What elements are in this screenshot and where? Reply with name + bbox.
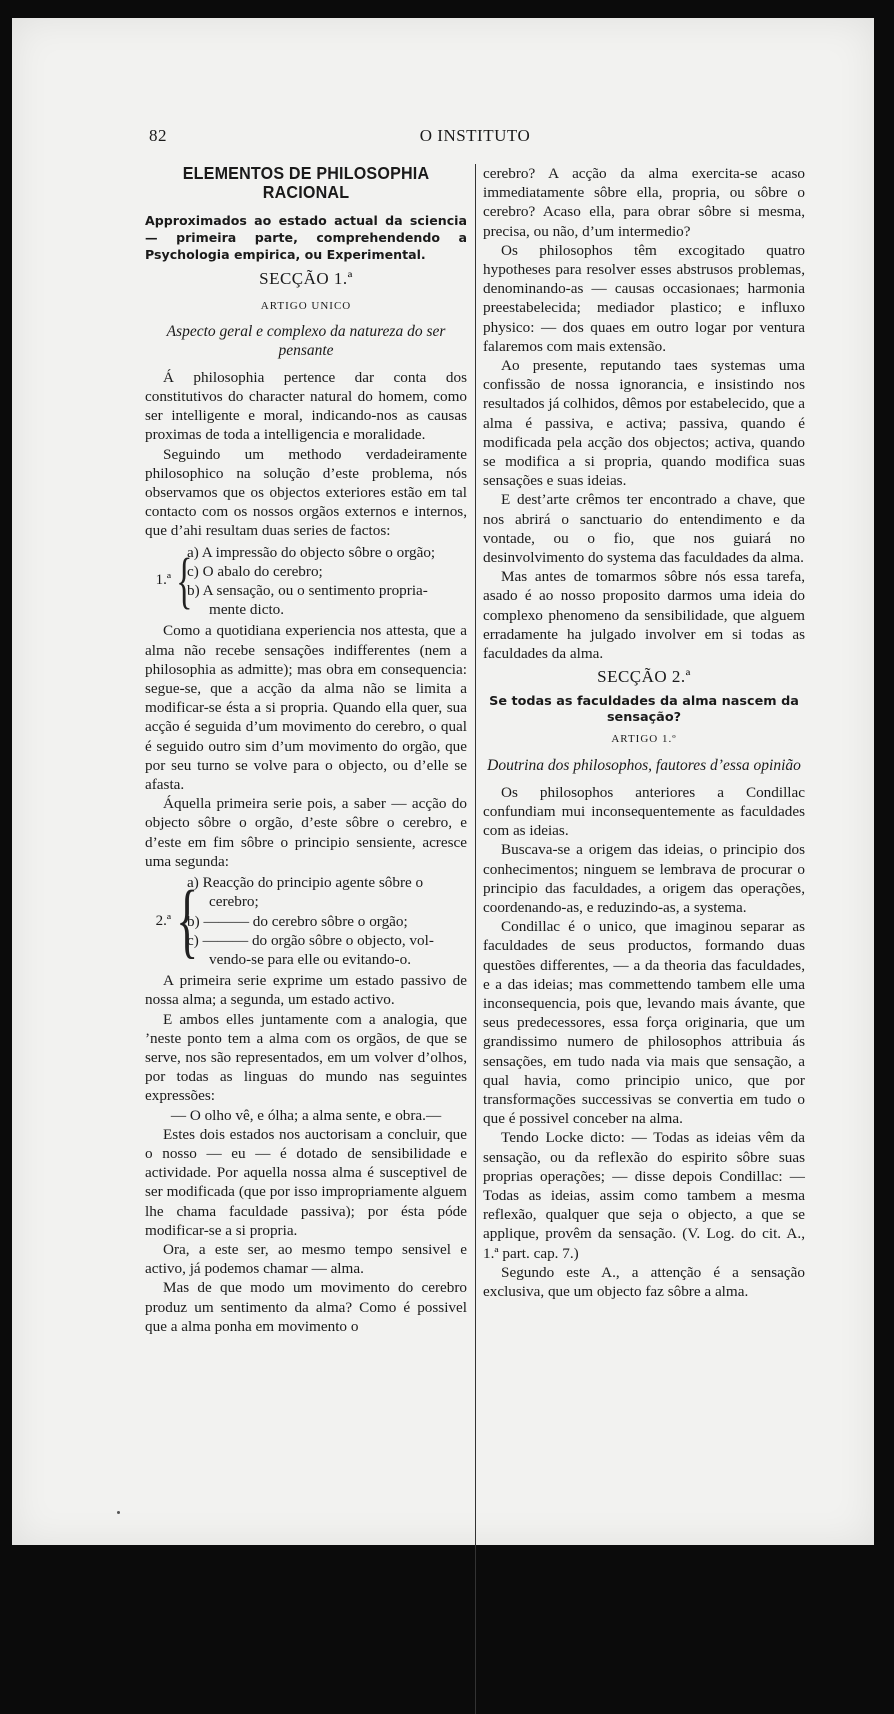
paragraph: E ambos elles juntamente com a analogia, que ’neste ponto tem a alma com os orgãos, de que se serve, nos são representados, em um volver d’olhos, por todas as linguas do mundo nas seguintes expressões: [145, 1010, 467, 1105]
list-label: 1.ª [155, 572, 171, 589]
facts-list-2 [145, 873, 467, 969]
paragraph: Os philosophos anteriores a Condillac confundiam mui inconsequentemente as faculdades com as ideias. [483, 783, 805, 840]
paragraph: Mas de que modo um movimento do cerebro produz um sentimento da alma? Como é possivel que a alma ponha em movimento o [145, 1279, 467, 1335]
section-heading-1: SECÇÃO 1.ª [259, 269, 353, 289]
paragraph: Os philosophos têm excogitado quatro hypotheses para resolver esses abstrusos problemas, denominando-as — causas occasionaes; harmonia preestabelecida; mediador plastico; e influxo physico: — dos quaes em outro logar por ventura falaremos com mais extensão. [483, 241, 805, 355]
list-item: vendo-se para elle ou evitando-o. [209, 950, 411, 968]
paragraph: Seguindo um methodo verdadeiramente philosophico na solução d’este problema, nós observamos que os objectos exteriores estão em tal contacto com os nossos orgãos externos e internos, que d’ahi resultam duas series de factos: [145, 445, 467, 540]
list-label: 2.ª [155, 912, 171, 929]
paragraph: Como a quotidiana experiencia nos attesta, que a alma não recebe sensações indifferentes (nem a philosophia as admitte); mas obra em consequencia: segue-se, que a acção da alma não se limita a modificar-se ésta a si propria. Quando ella quer, sua acção é seguida d’um movimento do cerebro, o qual é seguido outro sim d’um movimento do orgão, que por seu turno se volve para o objecto, ou d’elle se afasta. [145, 622, 467, 794]
article-label: ARTIGO 1.º [611, 733, 677, 746]
article-title: ELEMENTOS DE PHILOSOPHIA RACIONAL [182, 163, 430, 203]
facts-list-1 [145, 543, 467, 620]
brace-icon: { [176, 874, 199, 968]
list-item: mente dicto. [209, 601, 285, 619]
paragraph: Mas antes de tomarmos sôbre nós essa tarefa, asado é ao nosso proposito darmos uma ideia do complexo phenomeno da sensibilidade, que alguem erradamente ha julgado involver em si todas as faculdades da alma. [483, 568, 805, 663]
article-heading: Aspecto geral e complexo da natureza do ser pensante [166, 322, 446, 359]
paragraph: E dest’arte crêmos ter encontrado a chave, que nos abrirá o sanctuario do entendimento e da vontade, ou o fio, que nos guiará no desinvolvimento do systema das faculdades da alma. [483, 491, 805, 567]
paragraph: Segundo este A., a attenção é a sensação exclusiva, que um objecto faz sôbre a alma. [483, 1263, 805, 1300]
section-heading-2: SECÇÃO 2.ª [597, 667, 691, 687]
column-divider [475, 164, 476, 1714]
paragraph: Ao presente, reputando taes systemas uma confissão de nossa ignorancia, e insistindo nos resultados já colhidos, dêmos por estabelecido, que a alma é passiva, e activa; passiva, quando é modificada pela acção dos objectos; activa, quando se modifica a si propria, quando modifica suas sensações e suas ideias. [483, 357, 805, 490]
paragraph: Condillac é o unico, que imaginou separar as faculdades de seus productos, formando duas questões differentes, — a da theoria das faculdades, e a das ideias; mas commettendo tambem elle uma inconsequencia, pois que, levando mais ávante, que seus predecessores, essa força originaria, que um grandissimo numero de philosophos attribuia ás sensações, em tudo nada via mais que sensação, a qual havia, como principio unico, que por transformações successivas se convertia em tudo o que é possivel conceber na alma. [483, 918, 805, 1128]
list-item: c) ——— do orgão sôbre o objecto, vol- [187, 931, 434, 949]
list-item: b) A sensação, ou o sentimento propria- [187, 582, 428, 600]
list-item: b) ——— do cerebro sôbre o orgão; [187, 912, 408, 930]
article-heading: Doutrina dos philosophos, fautores d’essa opinião [487, 756, 801, 774]
list-item: a) Reacção do principio agente sôbre o [187, 874, 424, 892]
paragraph: Á philosophia pertence dar conta dos constitutivos do character natural do homem, como ser intelligente e moral, indicando-nos as causas proximas de toda a intelligencia e moralidade. [145, 368, 467, 444]
paragraph: Buscava-se a origem das ideias, o principio dos conhecimentos; ninguem se lembrava de procurar o principio das faculdades, a origem das operações, coordenando-as, e reduzindo-as, a systema. [483, 841, 805, 916]
paragraph: Estes dois estados nos auctorisam a concluir, que o nosso — eu — é dotado de sensibilidade e actividade. Por aquella nossa alma é susceptivel de ser modificada (que por isso impropriamente alguem lhe chama faculdade passiva); por ésta póde modificar-se a si propria. [145, 1125, 467, 1239]
article-subtitle: Approximados ao estado actual da sciencia — primeira parte, comprehendendo a Psychologia empirica, ou Experimental. [145, 213, 467, 263]
right-column [483, 164, 805, 1336]
list-item: cerebro; [209, 893, 259, 911]
brace-icon: { [176, 547, 193, 616]
journal-title: O INSTITUTO [419, 126, 531, 145]
page-sheet [12, 18, 874, 1545]
paragraph: cerebro? A acção da alma exercita-se acaso immediatamente sôbre ella, propria, ou sôbre o cerebro? Acaso ella, para obrar sôbre si mesma, precisa, ou não, d’um intermedio? [483, 165, 805, 240]
quote-line: — O olho vê, e ólha; a alma sente, e obra.— [170, 1106, 442, 1124]
paragraph: A primeira serie exprime um estado passivo de nossa alma; a segunda, um estado activo. [145, 972, 467, 1009]
left-column [145, 164, 467, 1336]
running-header [145, 126, 805, 150]
section-question: Se todas as faculdades da alma nascem da sensação? [489, 694, 799, 726]
text-columns [145, 164, 805, 1336]
page-number: 82 [149, 126, 167, 145]
ink-speck [117, 1511, 120, 1514]
document-page [145, 126, 805, 1335]
paragraph: Áquella primeira serie pois, a saber — acção do objecto sôbre o orgão, d’este sôbre o cerebro, e d’este em fim sôbre o principio sensiente, acresce uma segunda: [145, 795, 467, 870]
paragraph: Ora, a este ser, ao mesmo tempo sensivel e activo, já podemos chamar — alma. [145, 1240, 467, 1278]
list-item: c) O abalo do cerebro; [187, 562, 323, 580]
article-label: ARTIGO UNICO [260, 299, 352, 312]
paragraph: Tendo Locke dicto: — Todas as ideias vêm da sensação, ou da reflexão do espirito sôbre suas proprias operações; — disse depois Condillac: — Todas as ideias, assim como tambem a mesma reflexão, qualquer que seja o objecto, a que se applique, provêm da sensação. (V. Log. do cit. A., 1.ª part. cap. 7.) [483, 1129, 805, 1262]
list-item: a) A impressão do objecto sôbre o orgão; [187, 543, 436, 561]
